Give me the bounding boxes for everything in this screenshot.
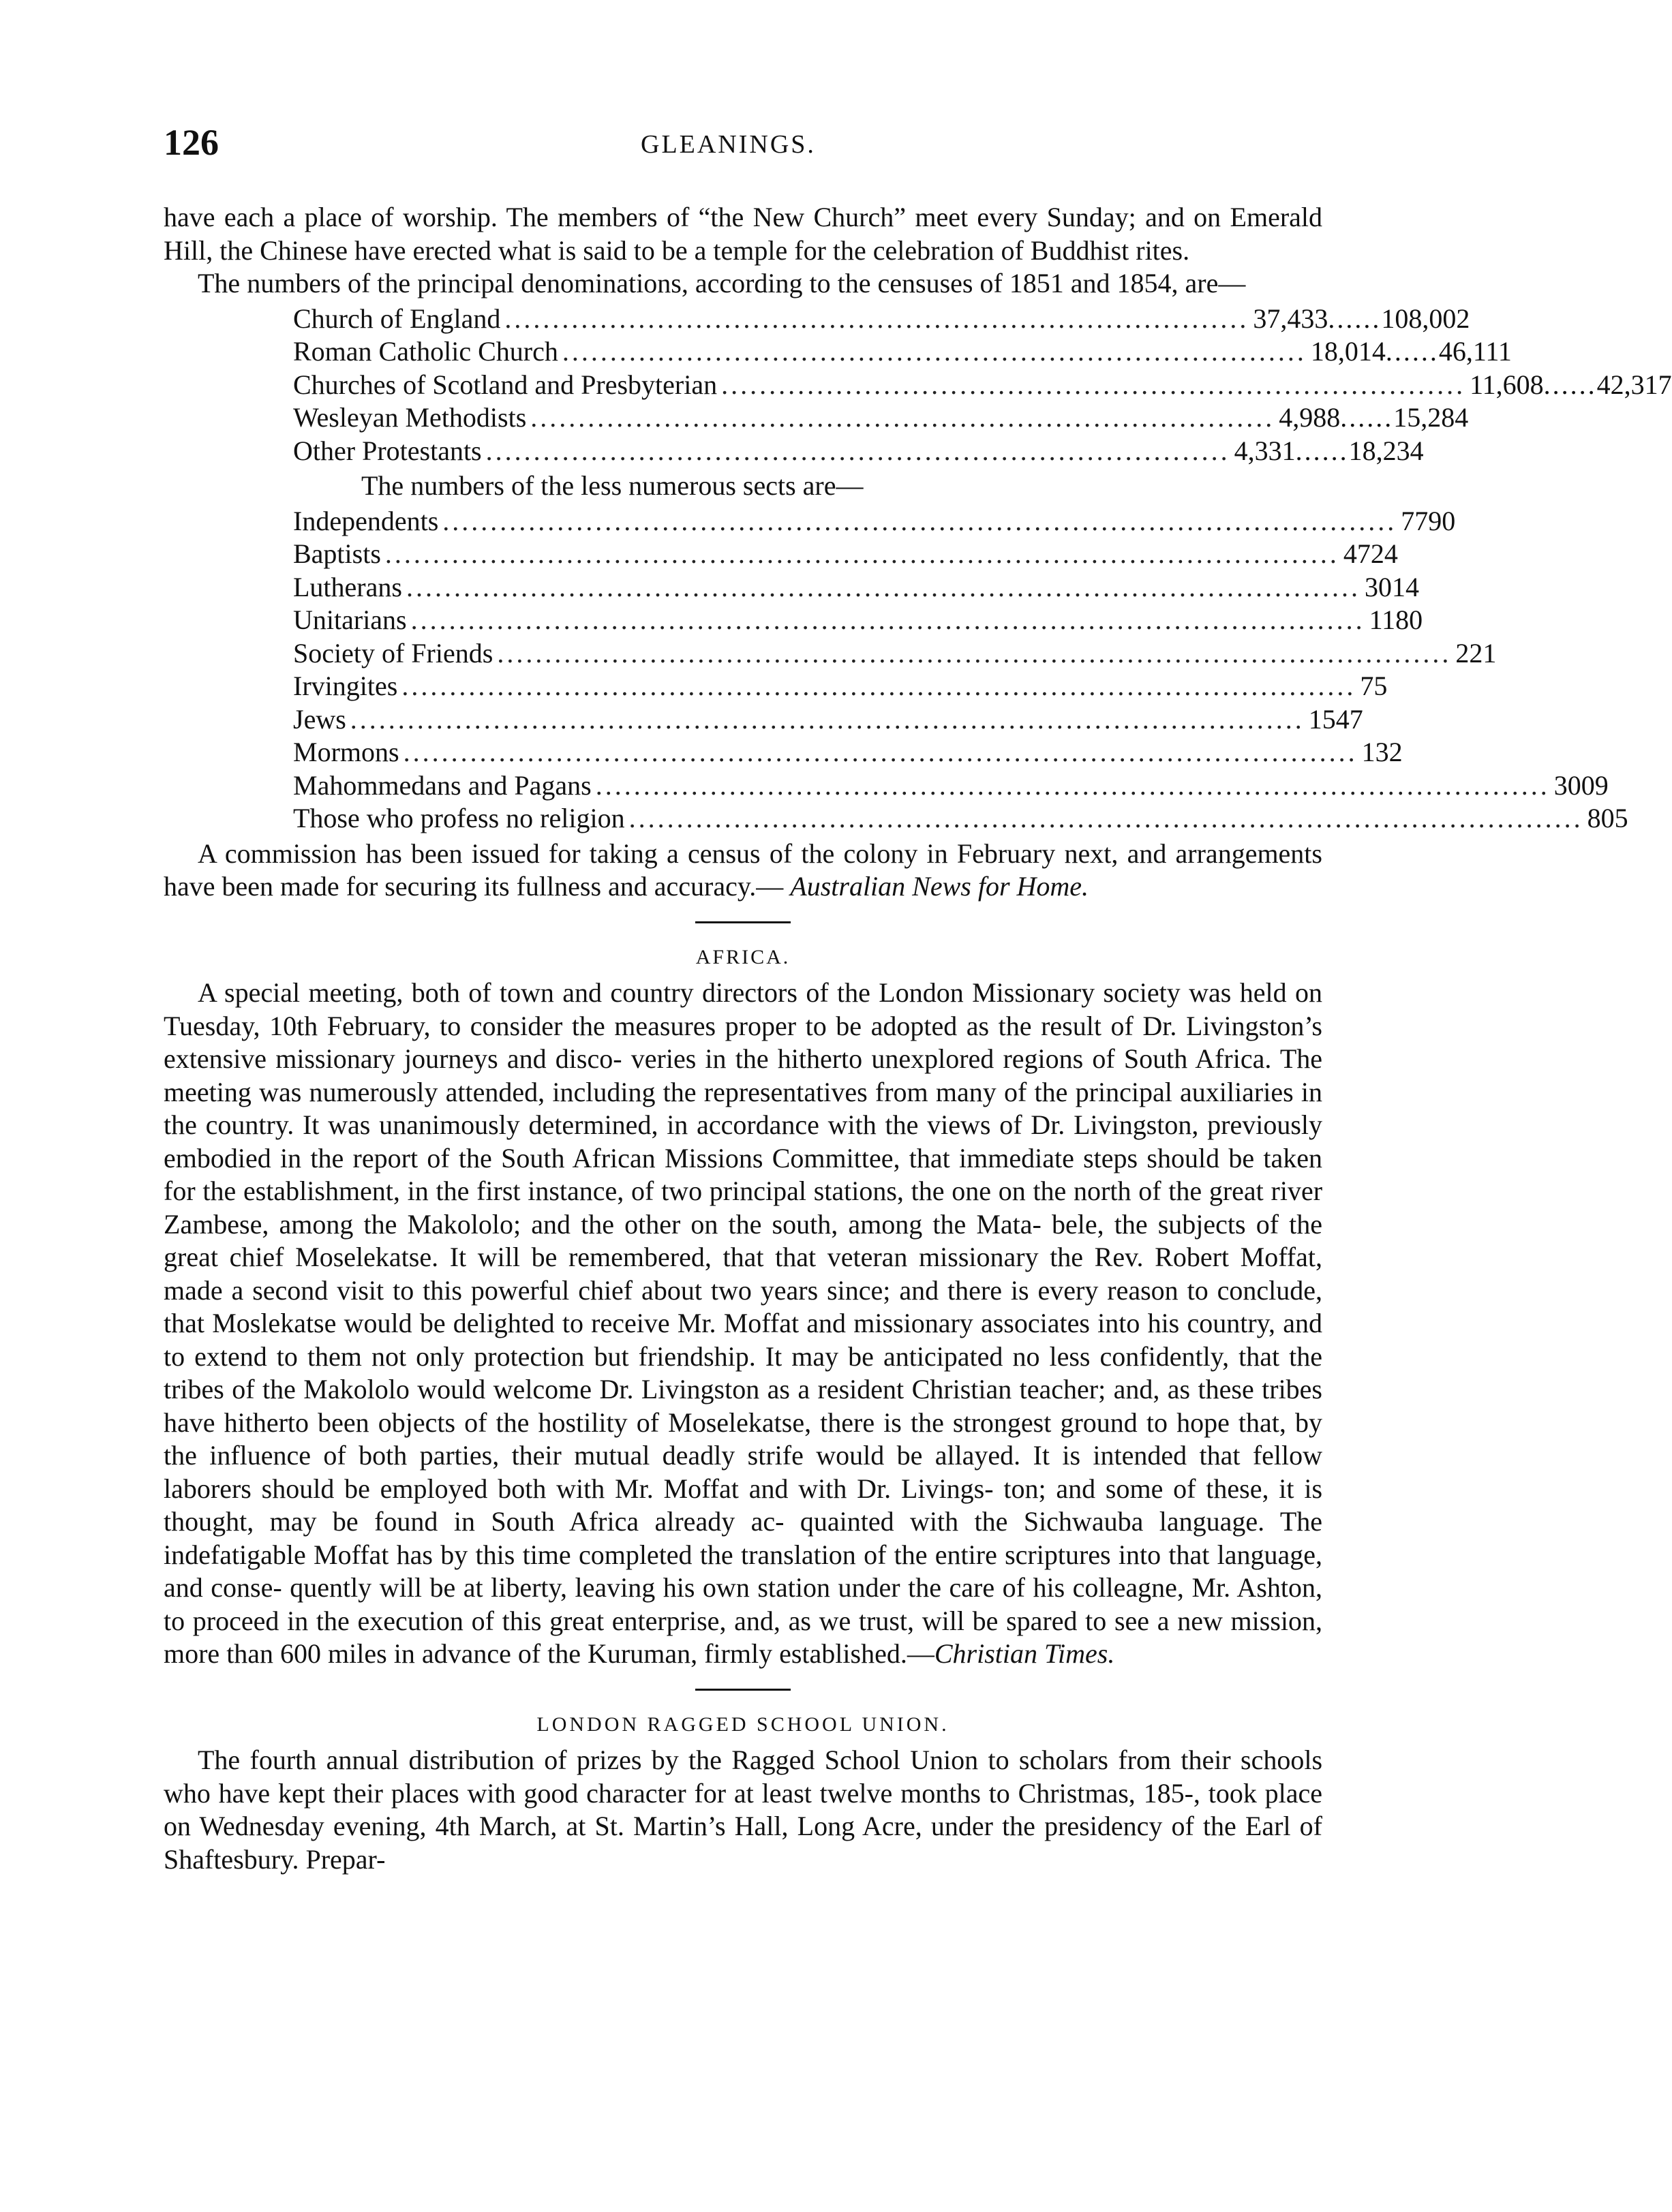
census-1851-value: 4,988 — [1279, 402, 1341, 433]
text-line: as a resident Christian teacher; and, as these tribes have hitherto been objects of — [164, 1374, 1322, 1438]
sect-name: Mahommedans and Pagans — [293, 769, 592, 801]
census-1851-value: 37,433 — [1253, 303, 1328, 334]
text-line: Missions Committee, that immediate steps should be taken for the establishment, — [164, 1142, 1323, 1206]
text-line: auxiliaries in the country. It was unanimously determined, in accordance with — [164, 1076, 1322, 1140]
sect-name: Independents — [293, 505, 439, 536]
table-row — [293, 736, 1403, 769]
table-row — [293, 637, 1497, 671]
text-line: have each a place of worship. The members of “the New Church” meet every — [164, 202, 1038, 232]
text-line: and to extend to them not only protection but friendship. It may be anticipated — [164, 1308, 1323, 1372]
text-line: A special meeting, both of town and country directors of the London Missionary — [198, 977, 1095, 1008]
text-line: influence of both parties, their mutual deadly strife would be allayed. It is intended — [209, 1440, 1187, 1471]
text-line: The fourth annual distribution of prizes by the Ragged School Union to scholars — [198, 1745, 1108, 1775]
section-heading-africa: AFRICA. — [695, 945, 791, 968]
leader-dots: .................................................................................................... — [406, 571, 1361, 602]
denomination-name: Wesleyan Methodists — [293, 402, 527, 433]
page-body — [164, 201, 1672, 1876]
table-row — [293, 335, 1512, 369]
source-citation: Australian News for Home. — [790, 871, 1089, 902]
text-line: the views of Dr. Livingston, previously embodied in the report of the South African — [164, 1109, 1323, 1173]
leader-dots: ...... — [1385, 336, 1439, 367]
table-row — [293, 369, 1672, 402]
leader-dots: ...... — [1340, 402, 1394, 433]
leader-dots: .................................................................................................... — [403, 737, 1358, 767]
census-1851-value: 4,331 — [1234, 435, 1296, 466]
census-1854-value: 15,284 — [1393, 402, 1469, 433]
sect-count: 4724 — [1343, 538, 1398, 569]
text-line: and 1854, are— — [1070, 268, 1246, 298]
table-row — [293, 604, 1423, 637]
sect-name: Society of Friends — [293, 637, 493, 669]
text-line: adopted as the result of Dr. Livingston’s extensive missionary journeys and disco- — [164, 1010, 1322, 1074]
table-row — [293, 401, 1469, 435]
leader-dots: .................................................................................................... — [595, 769, 1550, 801]
text-line: months to Christmas, 185-, took place on Wednesday evening, 4th March, at St. — [164, 1777, 1322, 1841]
table-row — [293, 303, 1470, 336]
text-line: from their schools who have kept their places with good character for at least twelve — [164, 1745, 1323, 1809]
text-line: river Zambese, among the Makololo; and the other on the south, among the Mata- — [164, 1176, 1323, 1240]
text-line: will be spared to see a new mission, more than 600 miles in advance of the Kuruman, — [164, 1605, 1322, 1669]
sect-count: 7790 — [1401, 505, 1456, 536]
leader-dots: ...... — [1543, 369, 1597, 400]
table-row — [293, 435, 1424, 468]
leader-dots: .................................................................................................... — [384, 538, 1339, 569]
sect-name: Irvingites — [293, 671, 398, 701]
table-row — [293, 538, 1398, 571]
text-line: quainted with the Sichwauba language. The indefatigable Moffat has by this time — [164, 1506, 1323, 1570]
text-line: would be delighted to receive Mr. Moffat and missionary associates into his country, — [344, 1308, 1276, 1338]
table-row — [293, 505, 1456, 538]
sect-count: 3009 — [1553, 769, 1609, 801]
africa-paragraph — [164, 977, 1322, 1671]
section-divider — [695, 1689, 791, 1691]
text-line: Martin’s Hall, Long Acre, under the presidency of the Earl of Shaftesbury. Prepar- — [164, 1811, 1323, 1875]
text-line: completed the translation of the entire scriptures into that language, and conse- — [164, 1539, 1322, 1603]
less-sects-intro: The numbers of the less numerous sects are— — [361, 470, 864, 501]
text-line: the hostility of Moselekatse, there is the strongest ground to hope that, by the — [164, 1407, 1322, 1471]
sect-count: 132 — [1361, 737, 1403, 767]
victoria-paragraph-2 — [164, 267, 1322, 301]
text-line: A commission has been issued for taking a census of the colony in February — [198, 838, 1056, 869]
denomination-name: Other Protestants — [293, 435, 482, 466]
text-line: ton; and some of these, it is thought, may be found in South Africa already ac- — [164, 1473, 1323, 1537]
leader-dots: .............................................................................. — [562, 336, 1307, 367]
leader-dots: .................................................................................................... — [497, 637, 1452, 669]
text-line: that fellow laborers should be employed both with Mr. Moffat and with Dr. Livings- — [164, 1440, 1323, 1504]
running-title: GLEANINGS. — [641, 130, 816, 159]
text-line: Mr. Ashton, to proceed in the execution of this great enterprise, and, as we trust, — [164, 1572, 1322, 1636]
leader-dots: .................................................................................................... — [442, 505, 1397, 536]
leader-dots: ...... — [1295, 435, 1349, 466]
running-head — [164, 121, 1322, 169]
text-line: Sunday; and on Emerald Hill, the Chinese have erected what is said to be a temple — [164, 202, 1323, 266]
text-line: numerously attended, including the representatives from many of the principal — [309, 1076, 1172, 1107]
source-citation: Christian Times. — [934, 1638, 1115, 1669]
census-1851-value: 18,014 — [1310, 336, 1386, 367]
sect-count: 221 — [1455, 637, 1497, 669]
text-line: veries in the hitherto unexplored regions of South Africa. The meeting was — [164, 1043, 1323, 1107]
denomination-name: Roman Catholic Church — [293, 336, 558, 367]
text-line: The numbers of the principal denominations, according to the censuses of 1851 — [198, 268, 1064, 298]
text-line: bele, the subjects of the great chief Moselekatse. It will be remembered, that that — [164, 1208, 1323, 1272]
table-row — [293, 769, 1609, 803]
victoria-paragraph-1 — [164, 201, 1322, 267]
sect-name: Baptists — [293, 538, 381, 569]
leader-dots: .............................................................................. — [530, 402, 1275, 433]
sect-name: Those who profess no religion — [293, 803, 625, 833]
sect-count: 3014 — [1364, 571, 1419, 602]
text-line: firmly established.— — [704, 1638, 934, 1669]
sect-name: Jews — [293, 703, 346, 735]
ragged-school-paragraph — [164, 1744, 1322, 1876]
denomination-name: Church of England — [293, 303, 501, 334]
census-1851-value: 11,608 — [1470, 369, 1544, 400]
text-line: society was held on Tuesday, 10th February, to consider the measures proper to be — [164, 977, 1323, 1041]
denomination-name: Churches of Scotland and Presbyterian — [293, 369, 718, 400]
leader-dots: .................................................................................................... — [401, 671, 1356, 701]
table-row — [293, 703, 1363, 737]
text-line: next, and arrangements have been made for securing its fullness and accuracy.— — [164, 838, 1322, 902]
sect-count: 1180 — [1369, 604, 1423, 635]
leader-dots: .................................................................................................... — [350, 703, 1305, 735]
census-1854-value: 108,002 — [1381, 303, 1470, 334]
leader-dots: .............................................................................. — [721, 369, 1466, 400]
text-line: for the celebration of Buddhist rites. — [794, 234, 1190, 266]
sect-count: 75 — [1360, 671, 1388, 701]
page-number: 126 — [164, 122, 219, 163]
section-divider — [695, 921, 791, 923]
census-1854-value: 42,317 — [1596, 369, 1672, 400]
text-line: in the first instance, of two principal stations, the one on the north of the great — [407, 1176, 1264, 1206]
victoria-paragraph-3 — [164, 838, 1322, 904]
sect-name: Mormons — [293, 737, 399, 767]
census-1854-value: 46,111 — [1438, 336, 1512, 367]
leader-dots: .................................................................................................... — [410, 604, 1365, 635]
text-line: no less confidently, that the tribes of the Makololo would welcome Dr. Livingston — [164, 1340, 1322, 1404]
leader-dots: .................................................................................................... — [628, 803, 1583, 833]
section-heading-ragged-school: LONDON RAGGED SCHOOL UNION. — [536, 1712, 949, 1736]
sect-count: 1547 — [1308, 703, 1363, 735]
table-row — [293, 571, 1419, 604]
text-line: quently will be at liberty, leaving his own station under the care of his colleagne, — [290, 1572, 1184, 1603]
leader-dots: ...... — [1328, 303, 1382, 334]
sect-name: Unitarians — [293, 604, 407, 635]
table-row — [293, 802, 1628, 835]
leader-dots: .............................................................................. — [504, 303, 1249, 334]
table-row — [293, 670, 1388, 703]
census-1854-value: 18,234 — [1348, 435, 1424, 466]
sect-name: Lutherans — [293, 571, 402, 602]
leader-dots: .............................................................................. — [485, 435, 1230, 466]
text-line: chief about two years since; and there is every reason to conclude, that Moslekatse — [164, 1274, 1323, 1338]
sect-count: 805 — [1587, 803, 1628, 833]
principal-denominations-table — [293, 303, 1672, 468]
less-numerous-sects-table — [293, 505, 1628, 835]
text-line: veteran missionary the Rev. Robert Moffat, made a second visit to this powerful — [164, 1242, 1322, 1306]
